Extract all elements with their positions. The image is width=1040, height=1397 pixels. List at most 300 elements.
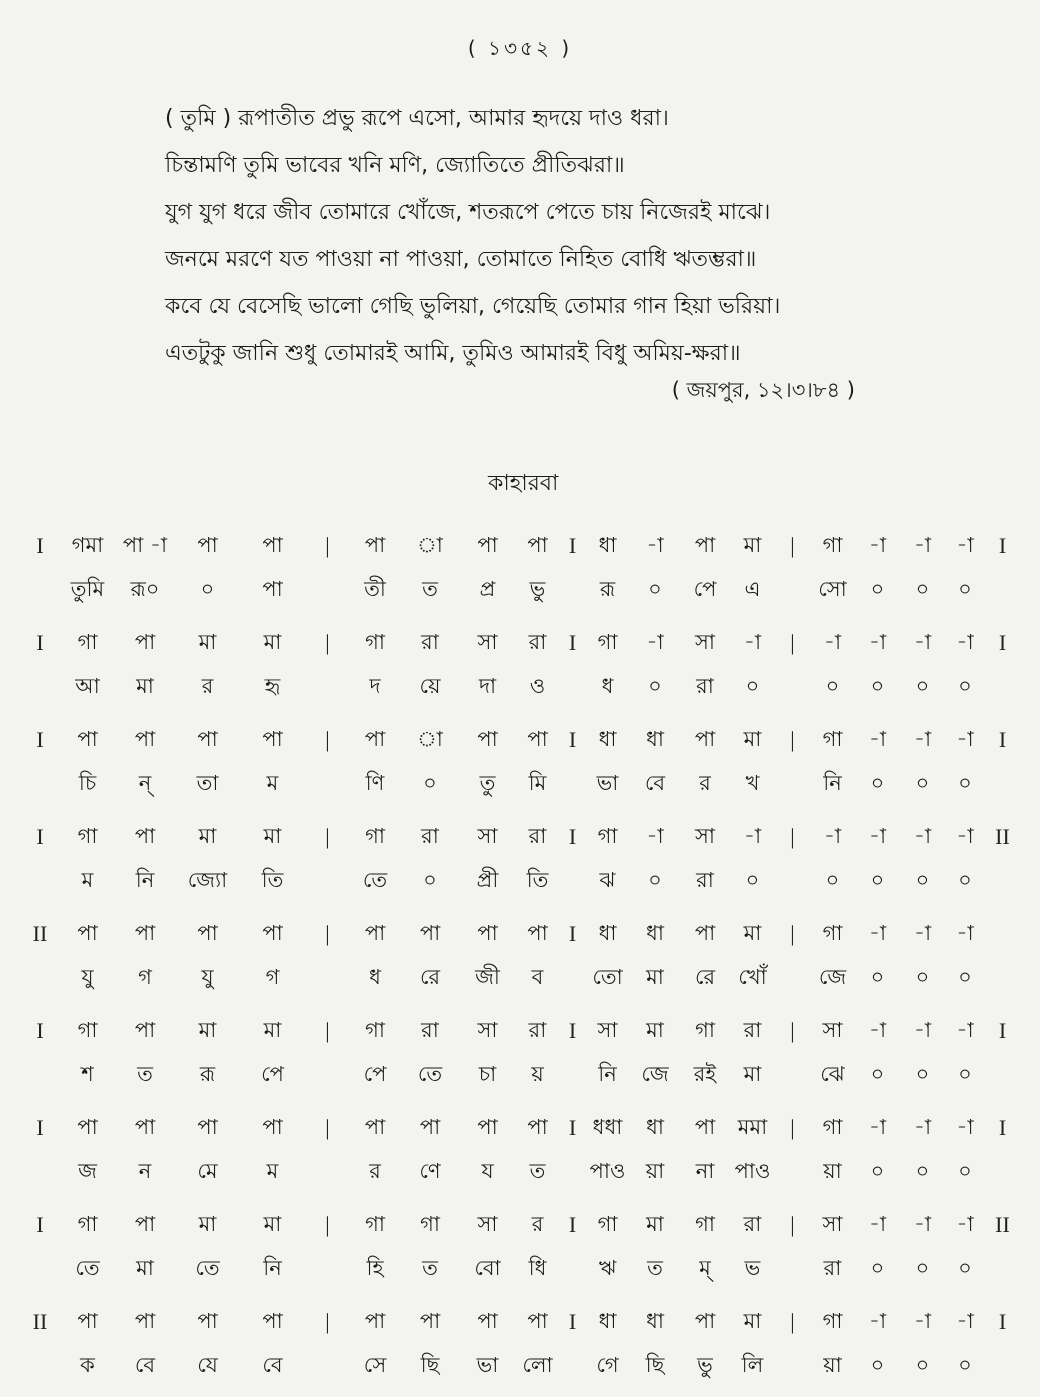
swara-note: রা xyxy=(421,823,439,848)
lyric-syllable: ০ xyxy=(915,1352,930,1377)
lyric-syllable: সে xyxy=(363,1352,387,1377)
swara-row xyxy=(20,721,1020,759)
swara-note: -া xyxy=(868,1211,887,1236)
bar-line: I xyxy=(568,824,577,849)
swara-note: পা xyxy=(197,920,218,945)
lyric-syllable: য়া xyxy=(823,1352,842,1377)
swara-note: গা xyxy=(822,1308,843,1333)
lyric-syllable: তে xyxy=(417,1061,443,1086)
swara-row xyxy=(20,1206,1020,1244)
lyric-syllable: দা xyxy=(478,673,497,698)
swara-note: মা xyxy=(743,920,762,945)
song-line: কবে যে বেসেছি ভালো গেছি ভুলিয়া, গেয়েছি তোমার গান হিয়া ভরিয়া। xyxy=(165,294,781,319)
lyric-syllable: এ xyxy=(744,576,761,601)
swara-note: মা xyxy=(263,1211,282,1236)
swara-note: -া xyxy=(913,629,932,654)
swara-row xyxy=(20,1109,1020,1147)
swara-note: -া xyxy=(956,532,974,557)
bar-line: I xyxy=(36,533,44,558)
lyric-syllable: ০ xyxy=(915,964,930,989)
swara-note: গা xyxy=(695,1211,715,1236)
song-line: এতটুকু জানি শুধু তোমারই আমি, তুমিও আমারই বিধু অমিয়-ক্ষরা॥ xyxy=(165,341,741,366)
bar-line: | xyxy=(790,824,795,849)
lyric-syllable: ০ xyxy=(915,1255,930,1280)
swara-note: গা xyxy=(695,1017,715,1042)
swara-note: -া xyxy=(913,1308,932,1333)
swara-note: -া xyxy=(646,532,664,557)
bar-line: I xyxy=(568,533,577,558)
lyric-syllable: ০ xyxy=(648,673,662,698)
lyric-syllable: ন xyxy=(138,1158,152,1183)
swara-note: মা xyxy=(646,1017,664,1042)
notation-system xyxy=(20,1109,1020,1197)
lyric-syllable: ০ xyxy=(825,867,840,892)
bar-line: I xyxy=(998,533,1007,558)
swara-note: পা xyxy=(477,726,498,751)
composition-place-date: ( জয়পুর, ১২।৩।৮৪ ) xyxy=(671,378,855,402)
swara-note: সা xyxy=(695,823,715,848)
lyric-syllable: হি xyxy=(366,1255,384,1280)
swara-note: -া xyxy=(913,532,932,557)
notation-system xyxy=(20,818,1020,906)
swara-note: মা xyxy=(198,1017,217,1042)
lyric-syllable: দ xyxy=(369,673,381,698)
bar-line: I xyxy=(568,1018,577,1043)
lyric-syllable: নি xyxy=(135,867,155,892)
song-line: চিন্তামণি তুমি ভাবের খনি মণি, জ্যোতিতে প্রীতিঝরা॥ xyxy=(165,153,625,178)
lyric-syllable: পাও xyxy=(589,1158,626,1183)
bar-line: I xyxy=(998,727,1007,752)
lyric-syllable: তে xyxy=(75,1255,100,1280)
lyric-syllable: ঋ xyxy=(598,1255,617,1280)
swara-row xyxy=(20,818,1020,856)
swara-note: গা xyxy=(597,823,618,848)
lyric-syllable: ছি xyxy=(645,1352,665,1377)
bar-line: | xyxy=(325,1309,330,1334)
bar-line: | xyxy=(790,1212,795,1237)
swara-note: গা xyxy=(77,823,98,848)
swara-note: সা xyxy=(477,1017,498,1042)
swara-note: ধা xyxy=(598,726,617,751)
swara-note: পা xyxy=(197,1308,218,1333)
swara-note: ধা xyxy=(598,532,617,557)
bar-line: I xyxy=(568,1212,577,1237)
bar-line: II xyxy=(32,1309,48,1334)
lyric-syllable: ম xyxy=(266,770,279,795)
song-line: ( তুমি ) রূপাতীত প্রভু রূপে এসো, আমার হৃদয়ে দাও ধরা। xyxy=(165,106,669,131)
swara-note: -া xyxy=(823,823,842,848)
lyric-syllable: ভু xyxy=(697,1352,713,1377)
lyric-row xyxy=(20,1056,1020,1094)
lyric-syllable: য় xyxy=(531,1061,544,1086)
lyric-syllable: তি xyxy=(526,867,549,892)
song-line: জনমে মরণে যত পাওয়া না পাওয়া, তোমাতে নিহিত বোধি ঋতম্ভরা॥ xyxy=(165,247,757,272)
swara-note: -া xyxy=(913,1114,932,1139)
swara-note: -া xyxy=(868,726,887,751)
bar-line: | xyxy=(325,921,330,946)
bar-line: I xyxy=(36,1018,44,1043)
lyric-syllable: রা xyxy=(696,673,714,698)
swara-note: -া xyxy=(956,629,974,654)
swara-note: পা xyxy=(262,532,283,557)
swara-note: গা xyxy=(597,629,618,654)
swara-note: ধা xyxy=(646,1114,664,1139)
bar-line: I xyxy=(36,1212,44,1237)
lyric-syllable: র xyxy=(699,770,711,795)
lyric-syllable: নি xyxy=(823,770,842,795)
lyric-syllable: চি xyxy=(78,770,97,795)
lyric-syllable: ত xyxy=(422,576,438,601)
lyric-syllable: ০ xyxy=(648,576,662,601)
swara-note: পা xyxy=(419,1114,441,1139)
lyric-syllable: গে xyxy=(596,1352,619,1377)
swara-note: -া xyxy=(956,1114,974,1139)
notation-system xyxy=(20,1303,1020,1391)
bar-line: | xyxy=(790,1018,795,1043)
swara-note: পা xyxy=(527,726,548,751)
swara-note: গা xyxy=(365,1211,385,1236)
notation-system xyxy=(20,1206,1020,1294)
lyric-syllable: য xyxy=(481,1158,494,1183)
notation-system xyxy=(20,527,1020,615)
swara-note: পা xyxy=(527,532,548,557)
lyric-syllable: লো xyxy=(522,1352,553,1377)
lyric-row xyxy=(20,571,1020,609)
lyric-syllable: ০ xyxy=(958,770,972,795)
lyric-syllable: গ xyxy=(138,964,152,989)
swara-note: সা xyxy=(822,1017,843,1042)
lyric-syllable: শ xyxy=(81,1061,94,1086)
lyric-syllable: চা xyxy=(478,1061,497,1086)
lyric-row xyxy=(20,1347,1020,1385)
swara-row xyxy=(20,624,1020,662)
bar-line: | xyxy=(790,727,795,752)
swara-note: -া xyxy=(646,823,664,848)
swara-note: সা xyxy=(597,1017,618,1042)
lyric-syllable: তে xyxy=(362,867,388,892)
lyric-syllable: ০ xyxy=(915,576,930,601)
lyric-syllable: খোঁ xyxy=(738,964,767,989)
swara-note: সা xyxy=(477,823,498,848)
swara-note: -া xyxy=(868,1308,887,1333)
bar-line: I xyxy=(36,1115,44,1140)
lyric-syllable: তু xyxy=(479,770,496,795)
lyric-syllable: র xyxy=(201,673,214,698)
swara-note: -া xyxy=(743,629,762,654)
lyric-syllable: সো xyxy=(818,576,847,601)
lyric-syllable: য়া xyxy=(823,1158,842,1183)
lyric-row xyxy=(20,668,1020,706)
lyric-syllable: নি xyxy=(598,1061,617,1086)
lyric-syllable: ণি xyxy=(365,770,385,795)
bar-line: I xyxy=(568,630,577,655)
lyric-syllable: তো xyxy=(592,964,623,989)
swara-note: -া xyxy=(868,1114,887,1139)
swara-note: গা xyxy=(77,629,98,654)
lyric-syllable: বে xyxy=(262,1352,283,1377)
swara-note: ধা xyxy=(598,1308,617,1333)
bar-line: | xyxy=(325,630,330,655)
tala-name: কাহারবা xyxy=(488,471,559,496)
lyric-syllable: ০ xyxy=(423,867,437,892)
swara-note: পা xyxy=(527,1308,548,1333)
swara-note: -া xyxy=(743,823,762,848)
swara-note: -া xyxy=(646,629,664,654)
lyric-syllable: ত xyxy=(137,1061,153,1086)
swara-note: গমা xyxy=(71,532,104,557)
swara-note: গা xyxy=(420,1211,440,1236)
lyric-syllable: বে xyxy=(134,1352,156,1377)
notation-system xyxy=(20,915,1020,1003)
bar-line: | xyxy=(790,1309,795,1334)
swara-note: পা xyxy=(134,629,156,654)
lyric-syllable: পে xyxy=(363,1061,387,1086)
swara-note: গা xyxy=(597,1211,618,1236)
swara-note: পা xyxy=(262,1308,283,1333)
swara-note: রা xyxy=(528,1017,547,1042)
swara-note: পা xyxy=(694,532,716,557)
swara-note: পা xyxy=(527,1114,548,1139)
lyric-syllable: মা xyxy=(743,1061,762,1086)
lyric-syllable: ভু xyxy=(529,576,546,601)
lyric-syllable: প্র xyxy=(479,576,496,601)
bar-line: I xyxy=(998,1018,1007,1043)
lyric-syllable: ০ xyxy=(958,1158,972,1183)
lyric-syllable: য়ে xyxy=(419,673,441,698)
lyric-row xyxy=(20,959,1020,997)
lyric-syllable: পা xyxy=(262,576,283,601)
lyric-syllable: ভা xyxy=(596,770,619,795)
swara-note: সা xyxy=(695,629,715,654)
swara-note: পা xyxy=(419,920,441,945)
lyric-syllable: ম xyxy=(266,1158,279,1183)
swara-note: পা xyxy=(262,1114,283,1139)
lyric-syllable: ০ xyxy=(870,1158,885,1183)
lyric-syllable: পে xyxy=(693,576,717,601)
lyric-syllable: ০ xyxy=(915,770,930,795)
lyric-syllable: ০ xyxy=(870,673,885,698)
lyric-syllable: প্রী xyxy=(476,867,499,892)
bar-line: I xyxy=(36,727,44,752)
lyric-syllable: তী xyxy=(364,576,386,601)
lyric-syllable: ক xyxy=(80,1352,95,1377)
bar-line: I xyxy=(568,727,577,752)
lyric-syllable: ০ xyxy=(958,964,972,989)
swara-note: গা xyxy=(365,1017,385,1042)
lyric-syllable: রূ xyxy=(199,1061,216,1086)
lyric-syllable: ণে xyxy=(419,1158,441,1183)
swara-note: -া xyxy=(956,1308,974,1333)
lyric-syllable: ০ xyxy=(870,770,885,795)
swara-note: -া xyxy=(956,726,974,751)
lyric-syllable: তা xyxy=(196,770,219,795)
swara-note: রা xyxy=(528,823,547,848)
lyric-syllable: মা xyxy=(136,1255,154,1280)
lyric-syllable: ছি xyxy=(420,1352,440,1377)
bar-line: | xyxy=(325,1115,330,1140)
swara-note: -া xyxy=(913,1017,932,1042)
swara-note: -া xyxy=(913,823,932,848)
swara-row xyxy=(20,915,1020,953)
swara-note: গা xyxy=(822,1114,843,1139)
lyric-syllable: মা xyxy=(646,964,664,989)
swara-note: সা xyxy=(477,629,498,654)
lyric-row xyxy=(20,862,1020,900)
swara-note: গা xyxy=(365,629,385,654)
swara-note: পা xyxy=(197,532,218,557)
swara-note: রা xyxy=(421,629,439,654)
lyric-syllable: রা xyxy=(696,867,714,892)
lyric-syllable: ০ xyxy=(915,1158,930,1183)
lyric-syllable: ০ xyxy=(825,673,840,698)
bar-line: | xyxy=(325,1212,330,1237)
lyric-syllable: বো xyxy=(474,1255,501,1280)
swara-note: পা xyxy=(77,920,98,945)
lyric-syllable: ধ xyxy=(369,964,381,989)
lyric-syllable: রই xyxy=(693,1061,717,1086)
swara-note: -া xyxy=(913,726,932,751)
lyric-syllable: রে xyxy=(694,964,716,989)
swara-note: পা xyxy=(419,1308,441,1333)
swara-note: রা xyxy=(743,1017,762,1042)
lyric-syllable: বে xyxy=(644,770,666,795)
swara-note: পা xyxy=(262,726,283,751)
lyric-syllable: ০ xyxy=(745,673,760,698)
lyric-syllable: ০ xyxy=(915,1061,930,1086)
swara-note: পা xyxy=(364,726,386,751)
swara-note: া xyxy=(417,726,443,751)
lyric-syllable: ০ xyxy=(870,964,885,989)
lyric-syllable: যু xyxy=(81,964,94,989)
lyric-syllable: ধ xyxy=(601,673,614,698)
bar-line: I xyxy=(998,1309,1007,1334)
swara-note: পা xyxy=(694,726,716,751)
swara-note: পা xyxy=(134,1211,156,1236)
page-number: ( ১৩৫২ ) xyxy=(467,36,573,60)
bar-line: I xyxy=(998,1115,1007,1140)
lyric-syllable: ০ xyxy=(958,673,972,698)
swara-note: গা xyxy=(822,726,843,751)
lyric-syllable: ০ xyxy=(915,867,930,892)
lyric-syllable: রূ xyxy=(599,576,616,601)
bar-line: I xyxy=(568,1115,577,1140)
lyric-syllable: ন্ xyxy=(138,770,152,795)
swara-note: পা xyxy=(134,1114,156,1139)
lyric-syllable: তুমি xyxy=(70,576,105,601)
bar-line: I xyxy=(568,1309,577,1334)
swara-note: পা xyxy=(77,726,98,751)
lyric-row xyxy=(20,1250,1020,1288)
lyric-syllable: ঝ xyxy=(599,867,616,892)
swara-note: া xyxy=(417,532,443,557)
swara-note: -া xyxy=(868,1017,887,1042)
bar-line: | xyxy=(325,1018,330,1043)
lyric-syllable: য়া xyxy=(645,1158,665,1183)
swara-note: পা xyxy=(477,532,498,557)
lyric-syllable: তে xyxy=(195,1255,220,1280)
swara-note: পা xyxy=(364,1114,386,1139)
bar-line: I xyxy=(36,630,44,655)
lyric-syllable: জে xyxy=(641,1061,669,1086)
lyric-syllable: মি xyxy=(528,770,547,795)
swara-note: ধা xyxy=(646,1308,664,1333)
swara-note: -া xyxy=(868,532,887,557)
swara-note: -া xyxy=(956,1017,974,1042)
swara-note: পা xyxy=(694,1308,716,1333)
swara-note: -া xyxy=(868,920,887,945)
swara-note: গা xyxy=(365,823,385,848)
swara-note: -া xyxy=(868,629,887,654)
lyric-row xyxy=(20,765,1020,803)
lyric-syllable: ০ xyxy=(958,1352,972,1377)
swara-note: পা xyxy=(197,1114,218,1139)
swara-note: মা xyxy=(198,1211,217,1236)
lyric-syllable: ০ xyxy=(423,770,437,795)
swara-note: পা xyxy=(134,920,156,945)
swara-note: পা xyxy=(694,1114,716,1139)
swara-note: র xyxy=(531,1211,544,1236)
swara-note: পা xyxy=(77,1114,98,1139)
notation-system xyxy=(20,721,1020,809)
lyric-syllable: ০ xyxy=(870,576,885,601)
lyric-syllable: ত xyxy=(529,1158,546,1183)
swara-note: মা xyxy=(263,629,282,654)
swara-note: পা xyxy=(477,1114,498,1139)
lyric-syllable: পে xyxy=(261,1061,284,1086)
swara-note: মমা xyxy=(737,1114,768,1139)
swara-note: পা xyxy=(477,920,498,945)
lyric-syllable: লি xyxy=(741,1352,764,1377)
lyric-syllable: পাও xyxy=(734,1158,771,1183)
swara-note: মা xyxy=(743,726,762,751)
lyric-row xyxy=(20,1153,1020,1191)
swara-row xyxy=(20,527,1020,565)
notation-system xyxy=(20,624,1020,712)
notation-system xyxy=(20,1012,1020,1100)
swara-note: -া xyxy=(913,920,932,945)
swara-note: রা xyxy=(421,1017,439,1042)
lyric-syllable: ০ xyxy=(200,576,215,601)
bar-line: I xyxy=(568,921,577,946)
swara-note: পা xyxy=(134,1017,156,1042)
lyric-syllable: ঝে xyxy=(820,1061,845,1086)
swara-note: পা xyxy=(77,1308,98,1333)
bar-line: | xyxy=(790,533,795,558)
swara-row xyxy=(20,1012,1020,1050)
lyric-syllable: যু xyxy=(201,964,214,989)
lyric-syllable: ম xyxy=(81,867,94,892)
swara-note: রা xyxy=(743,1211,762,1236)
swara-note: গা xyxy=(77,1211,98,1236)
swara-note: ধা xyxy=(646,920,664,945)
lyric-syllable: হৃ xyxy=(264,673,281,698)
swara-note: সা xyxy=(822,1211,843,1236)
lyric-syllable: মে xyxy=(197,1158,218,1183)
lyric-syllable: ও xyxy=(529,673,546,698)
swara-note: পা xyxy=(477,1308,498,1333)
swara-note: মা xyxy=(198,629,217,654)
lyric-syllable: রে xyxy=(419,964,441,989)
bar-line: II xyxy=(995,1212,1010,1237)
swara-note: পা xyxy=(134,1308,156,1333)
lyric-syllable: ভ xyxy=(744,1255,761,1280)
swara-note: পা xyxy=(364,532,386,557)
bar-line: I xyxy=(998,630,1007,655)
lyric-syllable: তি xyxy=(261,867,284,892)
song-lyrics xyxy=(165,95,885,377)
swara-note: মা xyxy=(198,823,217,848)
swara-note: -া xyxy=(956,823,974,848)
